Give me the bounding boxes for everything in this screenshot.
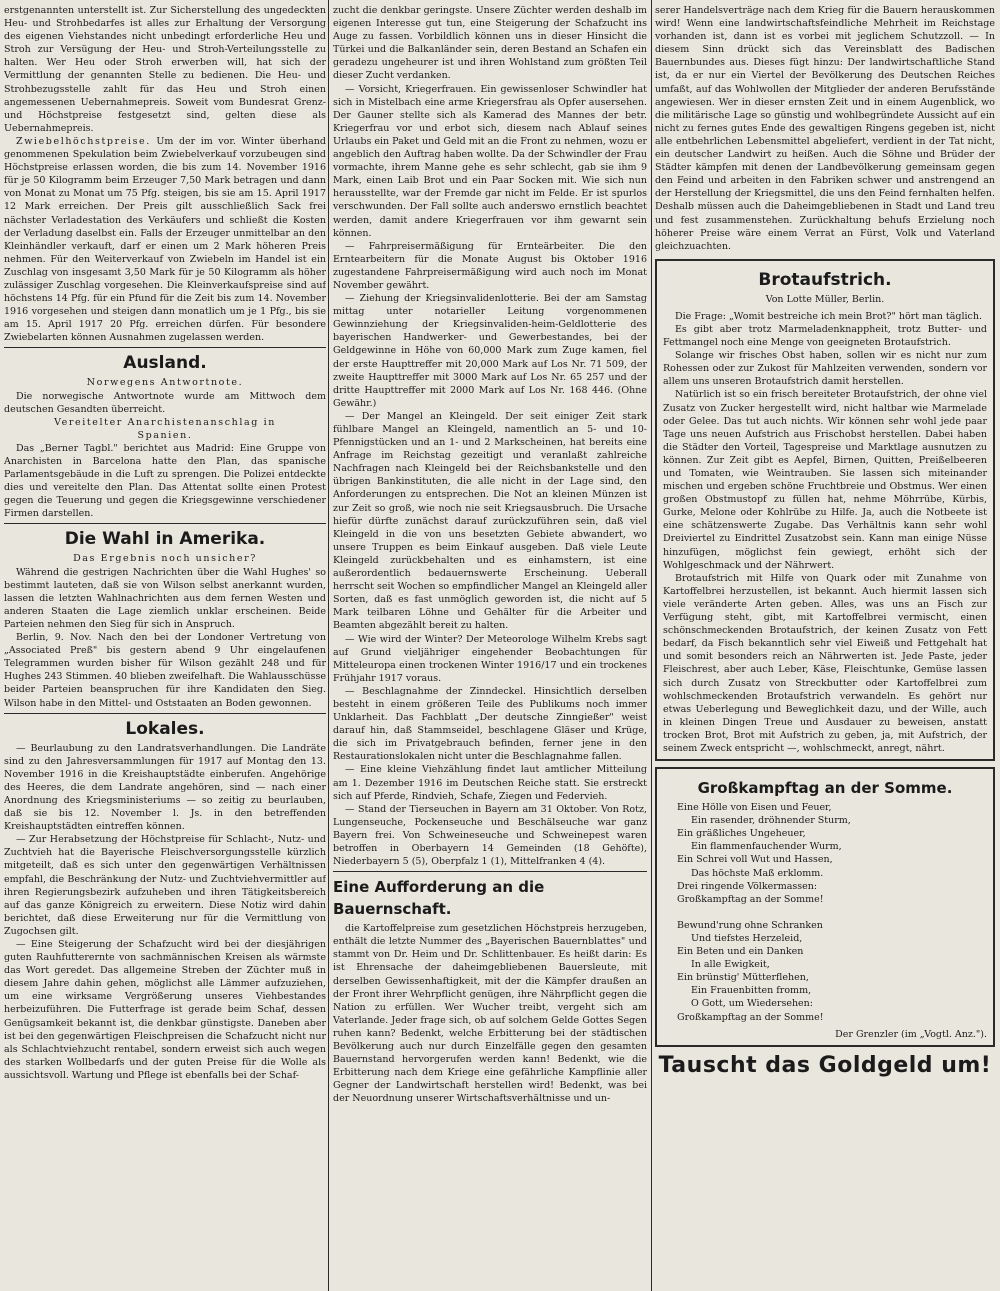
poem-line: Großkampftag an der Somme! [677, 893, 824, 905]
column-1 [4, 4, 326, 1287]
poem-line: Ein Beten und ein Danken [677, 946, 804, 958]
poem-line: Bewund'rung ohne Schranken [677, 919, 823, 931]
divider [4, 713, 326, 714]
paragraph: serer Handelsverträge nach dem Krieg für die Bauern herauskommen wird! Wenn eine landwirtschaftsfeindliche Mehrheit im Reichstage vorhanden ist, dann ist es vorbei mit jeglichem Schutzzoll. — In diesem Sinn drückt sich das Vereinsblatt des Badischen Bauernbundes aus. Dieses fügt hinzu: Der landwirtschaftliche Stand ist, da er nur ein Viertel der Bevölkerung des Deutschen Reiches umfaßt, auf das Wohlwollen der Mitglieder der anderen Berufsstände angewiesen. Wer in dieser ernsten Zeit und in einem Augenblick, wo die militärische Lage so günstig und wohlbegründete Aussicht auf ein nicht zu fernes gutes Ende des gewaltigen Ringens gegeben ist, nicht alle entbehrlichen Lebensmittel abgeliefert, verdient in der Tat nicht, ein deutscher Landwirt zu heißen. Auch die Söhne und Brüder der Städter kämpfen mit denen der Landbevölkerung gemeinsam gegen den Feind und arbeiten in den Fabriken schwer und anstrengend an der Herstellung der Kriegsmittel, die uns den Feind fernhalten helfen. Deshalb müssen auch die Daheimgebliebenen in Stadt und Land treu und fest zusammenstehen. Zurückhaltung behufs Erzielung noch höherer Preise wäre einem Verrat an Fürst, Volk und Vaterland gleichzuachten. [655, 5, 995, 252]
divider [4, 523, 326, 524]
poem-box [655, 767, 995, 1047]
poem-line: Ein Schrei voll Wut und Hassen, [677, 854, 833, 866]
paragraph: — Vorsicht, Kriegerfrauen. Ein gewissenloser Schwindler hat sich in Mistelbach eine arme Kriegersfrau als Opfer ausersehen. Der Gauner stellte sich als Kamerad des Mannes der betr. Kriegerfrau vor und erbot sich, diesem nach Ablauf seines Urlaubs ein Paket und Geld mit an die Front zu nehmen, wozu er angeblich den Auftrag haben wollte. Da der Schwindler der Frau vormachte, ihrem Manne gehe es sehr schlecht, gab sie ihm 9 Mark, einen Laib Brot und ein Paar Socken mit. Wie sich nun herausstellte, war der Fremde gar nicht im Felde. Er ist spurlos verschwunden. Der Fall sollte auch anderswo ernstlich beachtet werden, damit andere Kriegerfrauen vor ihm gewarnt sein können. [333, 83, 647, 239]
poem-line: Eine Hölle von Eisen und Feuer, [677, 802, 832, 814]
section-heading-ausland: Ausland. [123, 353, 207, 374]
paragraph: Während die gestrigen Nachrichten über die Wahl Hughes' so bestimmt lauteten, daß sie von Wilson selbst anerkannt wurden, lassen die letzten Wahlnachrichten aus dem fernen Westen und anderen Staaten die Lage ziemlich unklar erscheinen. Beide Parteien nehmen den Sieg für sich in Anspruch. [4, 566, 326, 630]
paragraph: Das „Berner Tagbl." berichtet aus Madrid: Eine Gruppe von Anarchisten in Barcelona hatte den Plan, das spanische Parlamentsgebäude in die Luft zu sprengen. Die Polizei entdeckte dies und vereitelte den Plan. Das Attentat sollte einen Protest gegen die Teuerung und gegen die Kriegsgewinne verschiedener Firmen darstellen. [4, 442, 326, 520]
poem-line: Ein flammenfauchender Wurm, [691, 841, 842, 853]
column-3 [655, 4, 995, 1287]
paragraph: — Zur Herabsetzung der Höchstpreise für Schlacht-, Nutz- und Zuchtvieh hat die Bayerische Fleischversorgungsstelle kürzlich mitgeteilt, daß es sich unter den gegenwärtigen Verhältnissen empfahl, die Beschränkung der Nutz- und Zuchtviehvermittler auf ihren Regierungsbezirk aufzuheben und ihren Tätigkeitsbereich auf das ganze Königreich zu erweitern. Diese Notiz wird dahin berichtet, daß diese Erweiterung nur für die Vermittlung von Zugochsen gilt. [4, 834, 326, 937]
poem-line: Ein rasender, dröhnender Sturm, [691, 815, 851, 827]
paragraph: Es gibt aber trotz Marmeladenknappheit, trotz Butter- und Fettmangel noch eine Menge von geeigneten Brotaufstrich. [663, 323, 987, 349]
poem-line: Und tiefstes Herzeleid, [691, 933, 803, 944]
poem-line: Ein brünstig' Mütterflehen, [677, 972, 809, 984]
paragraph: — Eine kleine Viehzählung findet laut amtlicher Mitteilung am 1. Dezember 1916 im Deutschen Reiche statt. Sie erstreckt sich auf Pferde, Rindvieh, Schafe, Ziegen und Federvieh. [333, 764, 647, 802]
article-subtitle: Das Ergebnis noch unsicher? [73, 553, 257, 565]
poem-title: Großkampftag an der Somme. [697, 779, 953, 798]
paragraph: Die Frage: „Womit bestreiche ich mein Brot?" hört man täglich. [675, 310, 982, 322]
article-title: Norwegens Antwortnote. [86, 377, 244, 389]
paragraph: — Eine Steigerung der Schafzucht wird bei der diesjährigen guten Rauhfutterernte von sachmännischen Kreisen als wärmste das Wort geredet. Das allgemeine Streben der Züchter muß in diesem Jahre dahin gehen, möglichst alle Lämmer aufzuziehen, um eine wirksame Vergrößerung unseres Viehbestandes herbeizuführen. Die Futterfrage ist gerade beim Schaf, dessen Genügsamkeit bekannt ist, die denkbar günstigste. Daneben aber ist bei den gegenwärtigen Fleischpreisen die Schafzucht nicht nur als Schlachtviehzucht rentabel, sondern erweist sich auch wegen des starken Wollbedarfs und der guten Preise für die Wolle als aussichtsvoll. Wartung und Pflege ist ebenfalls bei der Schaf- [4, 939, 326, 1081]
poem-line: Drei ringende Völkermassen: [677, 880, 818, 892]
paragraph: — Stand der Tierseuchen in Bayern am 31 Oktober. Von Rotz, Lungenseuche, Pockenseuche und Beschälseuche war ganz Bayern frei. Von Schweineseuche und Schweinepest waren betroffen in Oberbayern 14 Gemeinden (18 Gehöfte), Niederbayern 5 (5), Oberpfalz 1 (1), Mittelfranken 4 (4). [333, 803, 647, 868]
poem-line: Großkampftag an der Somme! [677, 1011, 824, 1023]
poem-line: Ein gräßliches Ungeheuer, [677, 828, 806, 840]
article-title: Spanien. [137, 429, 193, 441]
poem-line [663, 906, 987, 919]
section-heading-lokales: Lokales. [125, 718, 205, 739]
poem-line: Das höchste Maß erklomm. [691, 867, 824, 879]
paragraph: — Fahrpreisermäßigung für Ernteärbeiter. Die den Erntearbeitern für die Monate August bis Oktober 1916 zugestandene Fahrpreisermäßigung wird auch noch im Monat November gewährt. [333, 240, 647, 291]
author-line: Von Lotte Müller, Berlin. [765, 293, 885, 305]
footer-slogan: Tauscht das Goldgeld um! [658, 1052, 992, 1078]
paragraph: — Ziehung der Kriegsinvalidenlotterie. Bei der am Samstag mittag unter notarieller Leitung vorgenommenen Gewinnziehung der Kriegsinvaliden-heim-Geldlotterie des bayerischen Handwerker- und Gewerbestandes, bei der Geldgewinne in Höhe von 60,000 Mark zum Zuge kamen, fiel der erste Haupttreffer mit 20,000 Mark auf Los Nr. 71 509, der zweite Haupttreffer mit 3000 Mark auf Los Nr. 65 257 und der dritte Haupttreffer mit 2000 Mark auf Los Nr. 168 446. (Ohne Gewähr.) [333, 293, 647, 409]
article-box-brotaufstrich [655, 259, 995, 761]
poem-signature: Der Grenzler (im „Vogtl. Anz."). [835, 1028, 987, 1040]
article-title: Vereitelter Anarchistenanschlag in [54, 416, 276, 428]
paragraph-lead: Zwiebelhöchstpreise. [16, 135, 151, 147]
column-rule [651, 0, 652, 1291]
paragraph: — Der Mangel an Kleingeld. Der seit einiger Zeit stark fühlbare Mangel an Kleingeld, namentlich an 5- und 10-Pfennigstücken und an 1- und 2 Markscheinen, hat bereits eine Anfrage im Reichstag gezeitigt und veranlaßt zahlreiche Nachfragen nach Kleingeld bei der Reichsbankstelle und den übrigen Bankinstituten, die alle nicht in der Lage sind, den Anforderungen zu entsprechen. Die Not an kleinen Münzen ist zur Zeit so groß, wie noch nie seit Kriegsausbruch. Die Ursache hiefür dürfte zunächst darauf zurückzuführen sein, daß viel Kleingeld in die von uns besetzten Gebiete abwandert, wo unsere Truppen es beim Einkauf ausgeben. Daß viele Leute Kleingeld zurückbehalten und es einhamstern, ist eine außerordentlich bedauernswerte Erscheinung. Ueberall herrscht seit Wochen so empfindlicher Mangel an Kleingeld aller Sorten, daß es fast unmöglich geworden ist, die nicht auf 5 Mark teilbaren Löhne und Gehälter für die Arbeiter und Beamten abgezählt bereit zu halten. [333, 410, 647, 632]
poem [663, 801, 987, 1041]
paragraph: erstgenannten unterstellt ist. Zur Sicherstellung des ungedeckten Heu- und Strohbedarfes ist alles zur Erhaltung der Versorgung des eigenen Viehstandes nicht unbedingt erforderliche Heu und Stroh zur Versügung der Heu- und Stroh-Verteilungsstelle zu halten. Wer Heu oder Stroh erwerben will, hat sich der Vermittlung der genannten Stelle zu bedienen. Die Heu- und Strohbezugsstelle zahlt für das Heu und Stroh einen angemessenen Uebernahmepreis. Soweit vom Bundesrat Grenz- und Höchstpreise festgesetzt sind, gelten diese als Uebernahmepreis. [4, 5, 326, 134]
paragraph [4, 135, 326, 345]
paragraph: — Beurlaubung zu den Landratsverhandlungen. Die Landräte sind zu den Jahresversammlungen für 1917 auf Montag den 13. November 1916 in die Kreishauptstädte einberufen. Angehörige des Heeres, die dem Landrate angehören, sind — nach einer Anordnung des Kriegsministeriums — so zeitig zu beurlauben, daß sie bis 12. November l. Js. in den betreffenden Kreishauptstädten eintreffen können. [4, 742, 326, 833]
paragraph: Natürlich ist so ein frisch bereiteter Brotaufstrich, der ohne viel Zusatz von Zucker hergestellt wird, nicht haltbar wie Marmelade oder Gelee. Das tut auch nichts. Wir können sehr wohl jede paar Tage uns neuen Aufstrich aus Frischobst herstellen. Dabei haben die Städter den Vorteil, Tagespreise und Marktlage ausnutzen zu können. Zur Zeit gibt es Aepfel, Birnen, Quitten, Preißelbeeren und Tomaten, wie Weintrauben. Sie lassen sich miteinander mischen und ergeben schöne Fruchtbreie und Obstmus. Wer einen großen Obstmustopf zu füllen hat, nehme Möhrrübe, Kürbis, Gurke, Melone oder Kohlrübe zu Hilfe. Ja, auch die Notbeete ist eine schätzenswerte Zugabe. Das Verhältnis kann sehr wohl Dreiviertel zu Eindrittel Zusatzobst sein. Kann man einige Nüsse hinzufügen, möglichst fein gewiegt, erhöht sich der Wohlgeschmack und der Nährwert. [663, 389, 987, 571]
paragraph: Die norwegische Antwortnote wurde am Mittwoch dem deutschen Gesandten überreicht. [4, 390, 326, 415]
section-heading-wahl: Die Wahl in Amerika. [64, 529, 266, 550]
divider [4, 347, 326, 348]
paragraph: Brotaufstrich mit Hilfe von Quark oder mit Zunahme von Kartoffelbrei herzustellen, ist bekannt. Auch hiermit lassen sich viele veränderte Arten geben. Alles, was uns an Fisch zur Verfügung steht, gibt, mit Kartoffelbrei vermischt, einen schönschmeckenden Brotaufstrich, der keinen Zusatz von Fett bedarf, da Fisch bekanntlich sehr viel Eiweiß und Fettgehalt hat und somit besonders reich an Nährwerten ist. Jede Paste, jeder Fleischrest, aber auch Leber, Käse, Fleischtunke, Gemüse lassen sich durch Zusatz von Streckbutter oder Kartoffelbrei zum wohlschmeckenden Brotaufstrich verwandeln. Es gehört nur etwas Ueberlegung und Beweglichkeit dazu, und der Wille, auch in kleinen Dingen Treue und Ausdauer zu beweisen, anstatt trocken Brot, Brot mit Aufstrich zu geben, ja, mit Aufstrich, der seinem Zweck entspricht —, wohlschmeckt, anregt, nährt. [663, 572, 987, 754]
poem-line: Ein Frauenbitten fromm, [691, 985, 812, 997]
paragraph: — Wie wird der Winter? Der Meteorologe Wilhelm Krebs sagt auf Grund vieljähriger eingehender Beobachtungen für Mitteleuropa einen trockenen Winter 1916/17 und ein trockenes Frühjahr 1917 voraus. [333, 633, 647, 684]
paragraph: — Beschlagnahme der Zinndeckel. Hinsichtlich derselben besteht in einem größeren Teile des Publikums noch immer Unklarheit. Das Fachblatt „Der deutsche Zinngießer" weist darauf hin, daß Stammseidel, beschlagene Gläser und Krüge, die sich im Privatgebrauch befinden, ferner jene in den Restaurationslokalen nicht unter die Beschlagnahme fallen. [333, 685, 647, 763]
column-rule [328, 0, 329, 1291]
poem-line: In alle Ewigkeit, [691, 959, 770, 971]
column-2 [333, 4, 647, 1287]
section-heading-brotaufstrich: Brotaufstrich. [758, 269, 892, 290]
paragraph-body: Um der im vor. Winter überhand genommenen Spekulation beim Zwiebelverkauf vorzubeugen sind Höchstpreise erlassen worden, die bis zum 14. November 1916 für je 50 Kilogramm beim Erzeuger 7,50 Mark betragen und dann von Monat zu Monat um 75 Pfg. steigen, bis sie am 15. April 1917 12 Mark erreichen. Der Preis gilt ausschließlich Sack frei nächster Verladestation des Verkäufers und schließt die Kosten der Verladung daselbst ein. Falls der Erzeuger unmittelbar an den Kleinhändler verkauft, darf er einen um 2 Mark höheren Preis nehmen. Für den Weiterverkauf von Zwiebeln im Handel ist ein Zuschlag von insgesamt 3,50 Mark für je 50 Kilogramm als höher zulässiger Zuschlag vorgesehen. Die Kleinverkaufspreise sind auf höchstens 14 Pfg. für ein Pfund für die Zeit bis zum 14. November 1916 vorgesehen und steigen dann monatlich um je 1 Pfg., bis sie am 15. April 1917 20 Pfg. erreichen dürfen. Für besondere Zwiebelarten können Ausnahmen zugelassen werden. [4, 135, 326, 344]
poem-line: O Gott, um Wiedersehen: [691, 998, 813, 1010]
paragraph: die Kartoffelpreise zum gesetzlichen Höchstpreis herzugeben, enthält die letzte Nummer des „Bayerischen Bauernblattes" und stammt von Dr. Heim und Dr. Schlittenbauer. Es heißt darin: Es ist Ehrensache der daheimgebliebenen Bauersleute, mit derselben Gewissenhaftigkeit, mit der die Kämpfer draußen an der Front ihrer Wehrpflicht genügen, ihre Nährpflicht gegen die Nation zu erfüllen. Wer Wucher treibt, vergeht sich am Vaterlande. Jeder frage sich, ob auf solchem Gelde Gottes Segen ruhen kann? Bedenkt, welche Erbitterung bei der städtischen Bevölkerung auch nur durch Einzelfälle gegen den gesamten Bauernstand hervorgerufen werden kann! Bedenkt, wie die Erbitterung nach dem Kriege eine gefährliche Kampflinie aller Gegner der Landwirtschaft herstellen wird! Bedenkt, was bei der Neuordnung unserer Wirtschaftsverhältnisse und un- [333, 923, 647, 1105]
paragraph: Solange wir frisches Obst haben, sollen wir es nicht nur zum Rohessen oder zur Zukost für Mahlzeiten verwenden, sondern vor allem uns unseren Brotaufstrich damit herstellen. [663, 350, 987, 388]
section-heading-aufforderung: Eine Aufforderung an die Bauernschaft. [333, 878, 545, 919]
paragraph: zucht die denkbar geringste. Unsere Züchter werden deshalb im eigenen Interesse gut tun, eine Steigerung der Schafzucht ins Auge zu fassen. Vorbildlich können uns in dieser Hinsicht die Türkei und die Balkanländer sein, deren Bestand an Schafen ein geradezu ungeheurer ist und ihren Wohlstand zum größten Teil dieser Zucht verdanken. [333, 5, 647, 82]
divider [333, 871, 647, 872]
paragraph: Berlin, 9. Nov. Nach den bei der Londoner Vertretung von „Associated Preß" bis gestern abend 9 Uhr eingelaufenen Telegrammen wurden bisher für Wilson gezählt 248 und für Hughes 243 Stimmen. 40 blieben zweifelhaft. Die Wahlausschüsse beider Parteien beanspruchen für ihre Kandidaten den Sieg. Wilson habe in den Mittel- und Oststaaten an Boden gewonnen. [4, 632, 326, 709]
